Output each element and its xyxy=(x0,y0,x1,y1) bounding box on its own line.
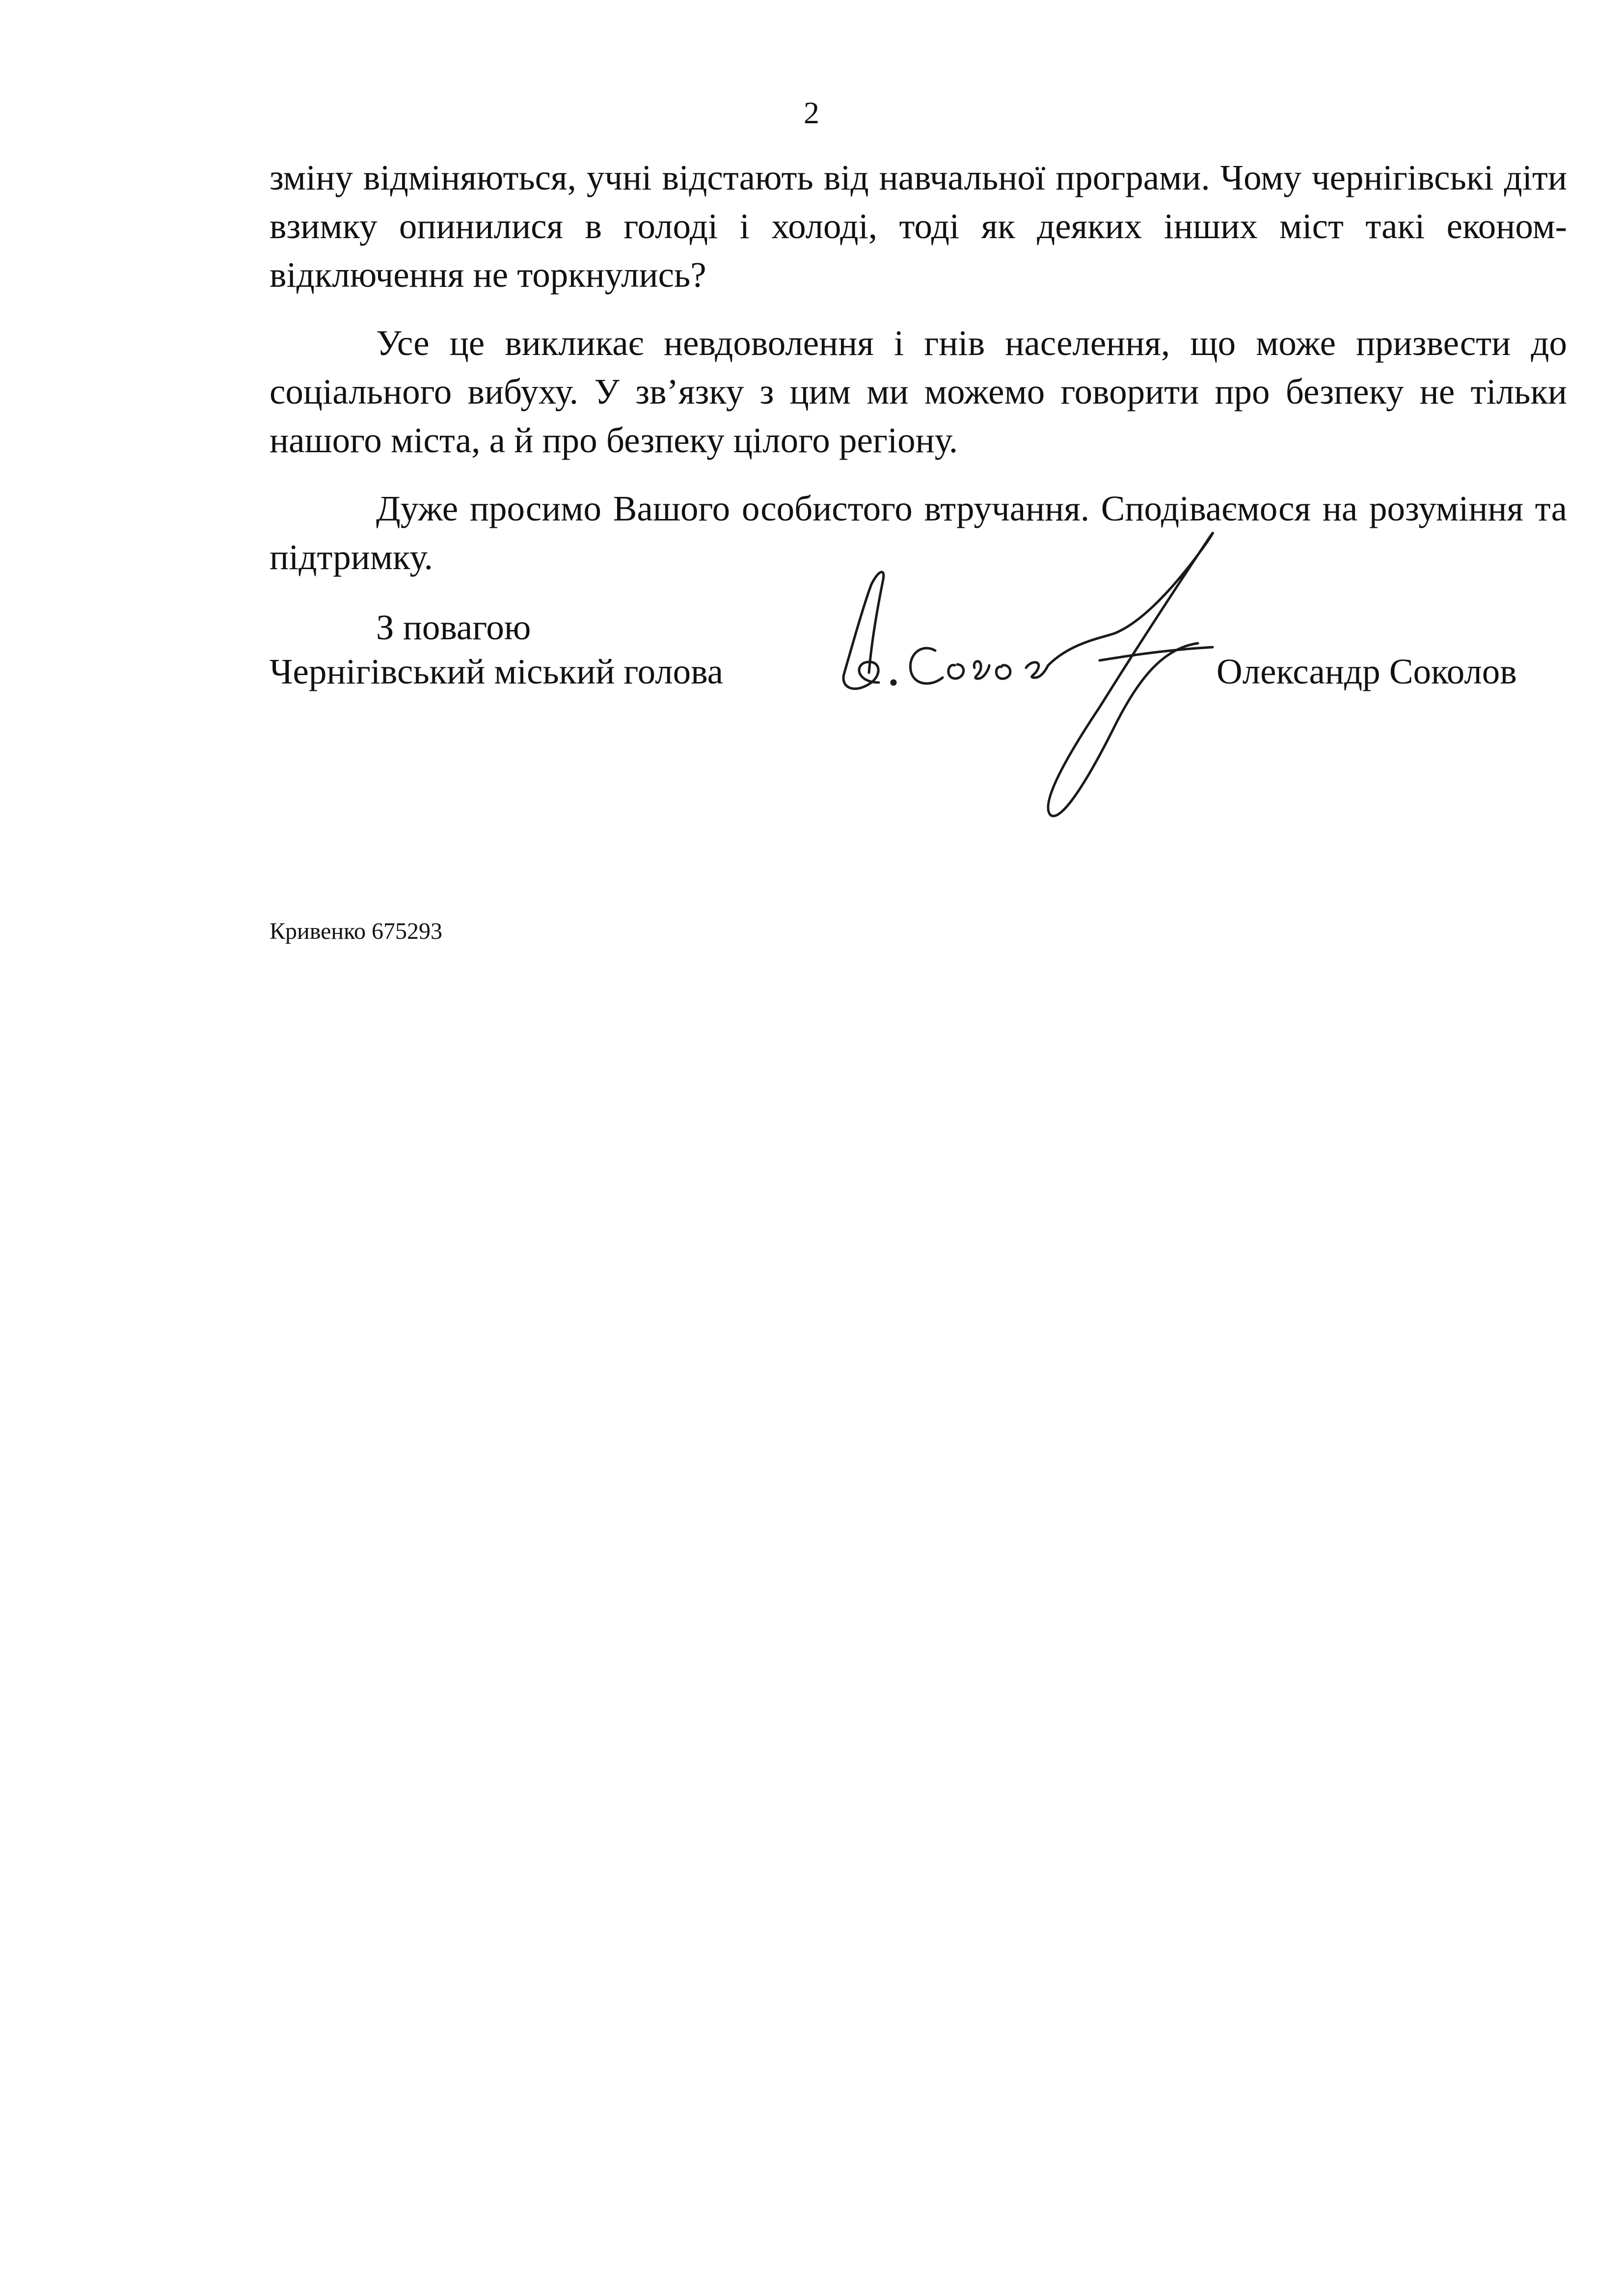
signer-name: Олександр Соколов xyxy=(1217,652,1517,691)
page-number: 2 xyxy=(804,95,819,130)
paragraph-1: зміну відміняються, учні відстають від навчальної програми. Чому чернігівські діти взимку опинилися в голоді і холоді, тоді як деяких інших міст такі економ-відключення не торкнулись? xyxy=(270,158,1567,295)
contact-note: Кривенко 675293 xyxy=(270,918,442,944)
signer-title: Чернігівський міський голова xyxy=(270,652,724,691)
paragraph-3: Дуже просимо Вашого особистого втручання. Сподіваємося на розуміння та підтримку. xyxy=(270,489,1567,577)
closing-label: З повагою xyxy=(376,607,531,647)
paragraph-2: Усе це викликає невдоволення і гнів населення, що може призвести до соціального вибуху. У зв’язку з цим ми можемо говорити про безпеку не тільки нашого міста, а й про безпеку цілого регіону. xyxy=(270,323,1567,460)
